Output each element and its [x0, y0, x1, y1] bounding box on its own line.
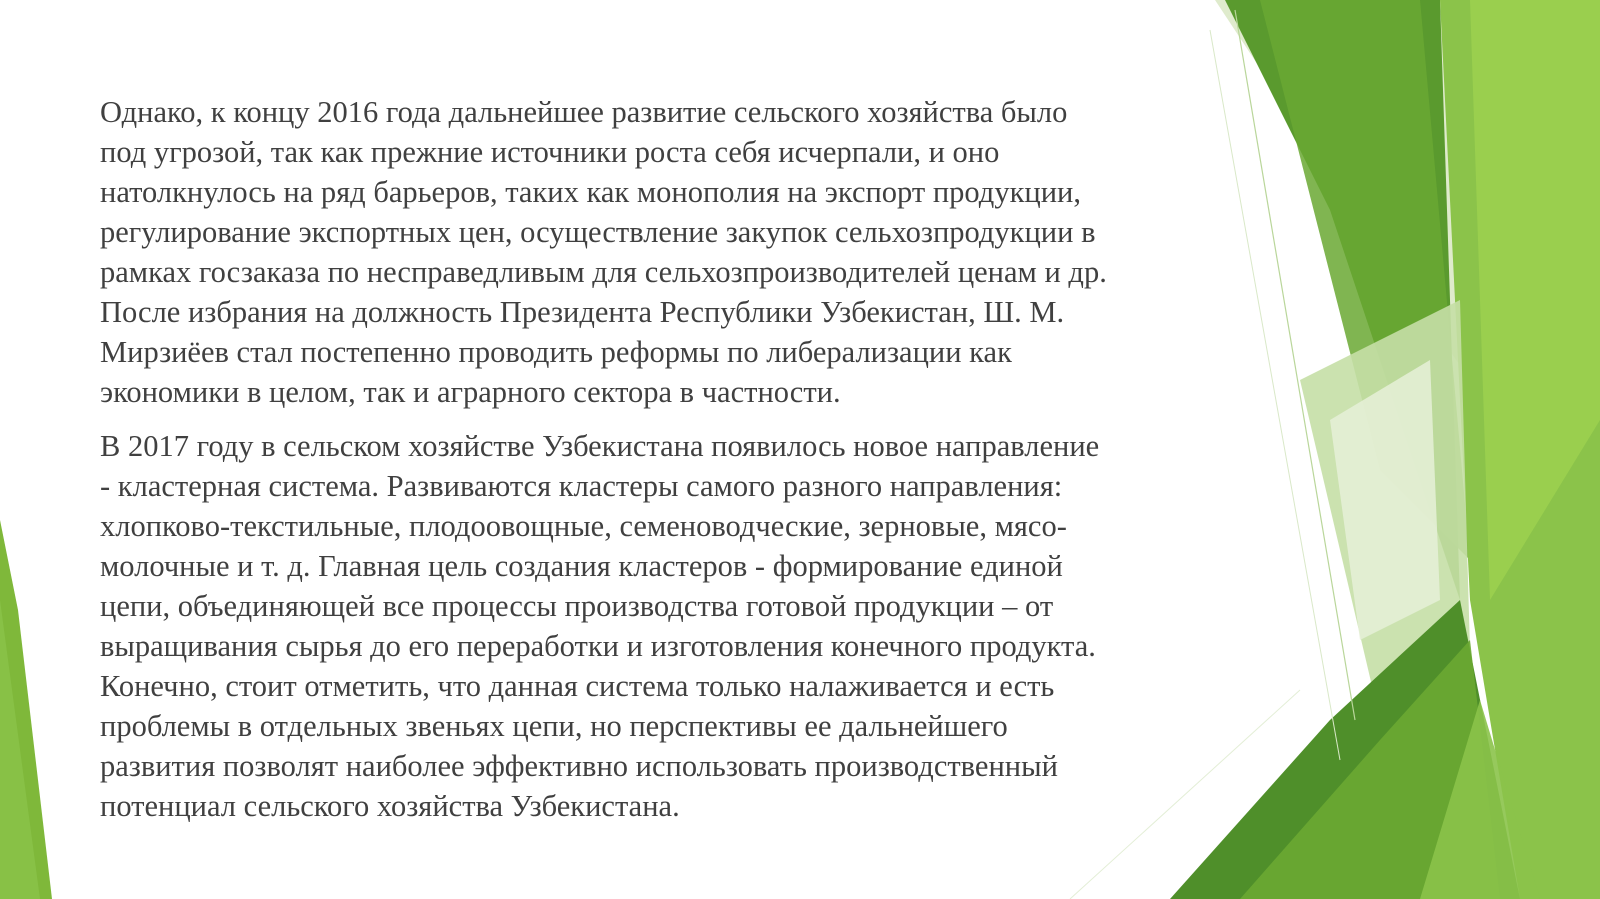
- text-line: После избрания на должность Президента Республики Узбекистан, Ш. М.: [100, 295, 1065, 329]
- paragraph-2: [100, 426, 1230, 826]
- text-line: - кластерная система. Развиваются кластеры самого разного направления:: [100, 469, 1063, 503]
- text-line: Конечно, стоит отметить, что данная система только налаживается и есть: [100, 669, 1055, 703]
- text-line: экономики в целом, так и аграрного сектора в частности.: [100, 375, 841, 409]
- text-line: регулирование экспортных цен, осуществление закупок сельхозпродукции в: [100, 215, 1096, 249]
- text-line: проблемы в отдельных звеньях цепи, но перспективы ее дальнейшего: [100, 709, 1008, 743]
- text-line: выращивания сырья до его переработки и изготовления конечного продукта.: [100, 629, 1096, 663]
- text-line: цепи, объединяющей все процессы производства готовой продукции – от: [100, 589, 1054, 623]
- text-line: под угрозой, так как прежние источники роста себя исчерпали, и оно: [100, 135, 1000, 169]
- text-line: В 2017 году в сельском хозяйстве Узбекистана появилось новое направление: [100, 429, 1100, 463]
- text-line: Однако, к концу 2016 года дальнейшее развитие сельского хозяйства было: [100, 95, 1068, 129]
- slide-body-text: [100, 92, 1230, 840]
- text-line: хлопково-текстильные, плодоовощные, семеноводческие, зерновые, мясо-: [100, 509, 1067, 543]
- text-line: натолкнулось на ряд барьеров, таких как монополия на экспорт продукции,: [100, 175, 1081, 209]
- text-line: молочные и т. д. Главная цель создания кластеров - формирование единой: [100, 549, 1063, 583]
- text-line: Мирзиёев стал постепенно проводить реформы по либерализации как: [100, 335, 1012, 369]
- text-line: рамках госзаказа по несправедливым для сельхозпроизводителей ценам и др.: [100, 255, 1107, 289]
- text-line: потенциал сельского хозяйства Узбекистана.: [100, 789, 680, 823]
- paragraph-1: [100, 92, 1230, 412]
- text-line: развития позволят наиболее эффективно использовать производственный: [100, 749, 1058, 783]
